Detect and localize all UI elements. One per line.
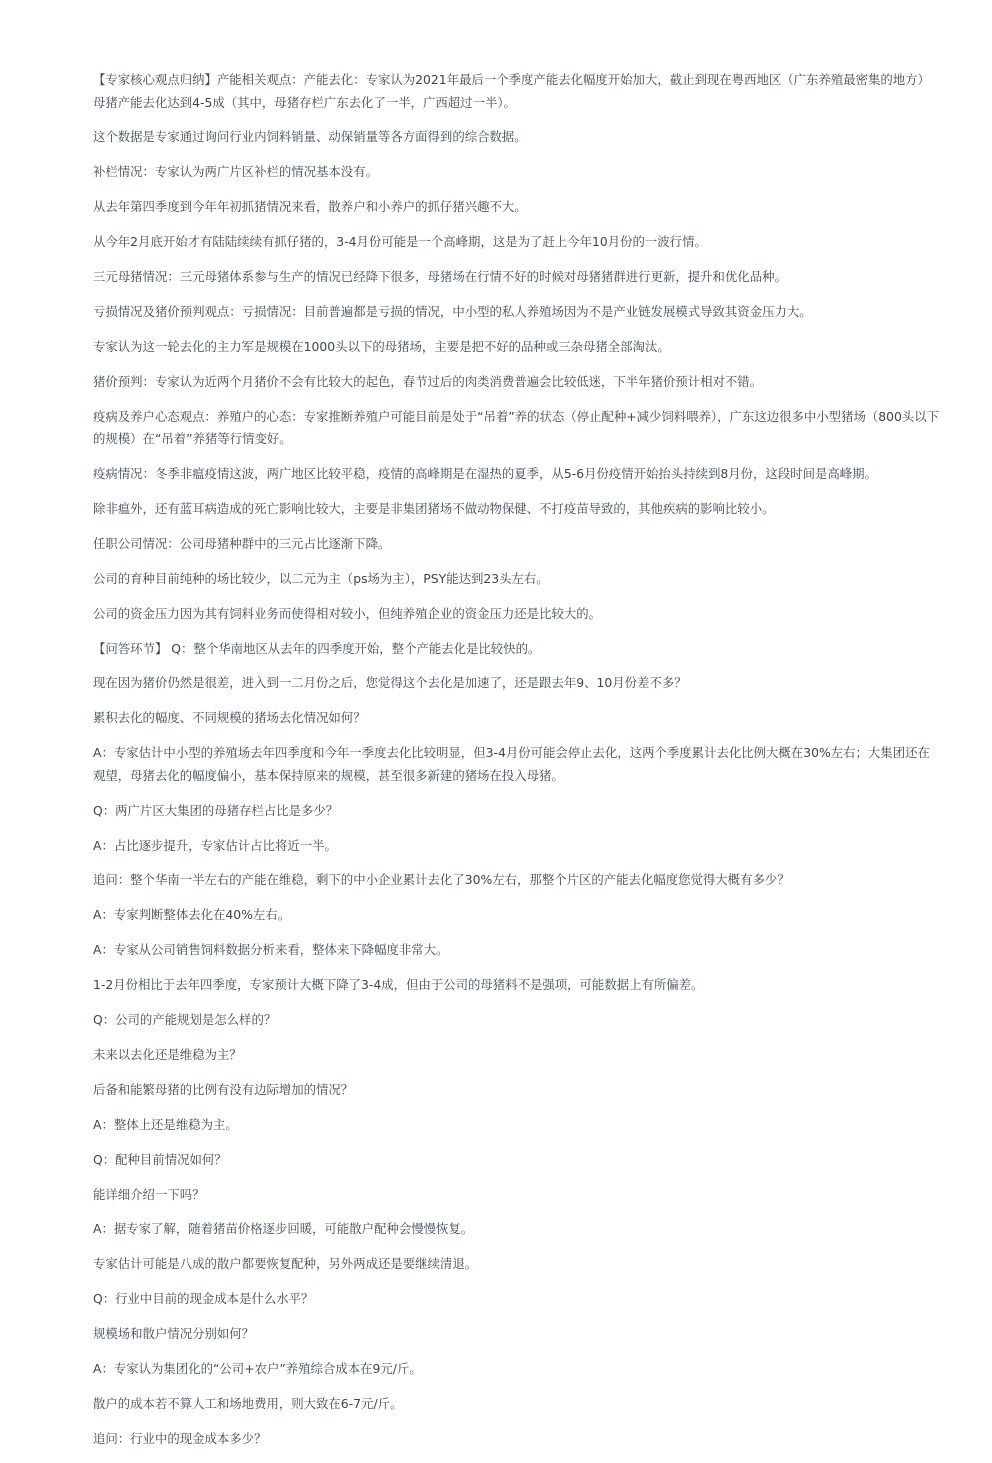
- paragraph: A：专家判断整体去化在40%左右。: [93, 907, 291, 923]
- paragraph: 后备和能繁母猪的比例有没有边际增加的情况？: [93, 1081, 354, 1097]
- paragraph: 散户的成本若不算人工和场地费用，则大致在6-7元/斤。: [93, 1395, 403, 1411]
- paragraph: 追问：整个华南一半左右的产能在维稳，剩下的中小企业累计去化了30%左右，那整个片区的产能去化幅度您觉得大概有多少？: [93, 872, 790, 888]
- paragraph: Q：行业中目前的现金成本是什么水平？: [93, 1291, 314, 1307]
- paragraph: 专家认为这一轮去化的主力军是规模在1000头以下的母猪场，主要是把不好的品种或三杂母猪全部淘汰。: [93, 338, 670, 354]
- paragraph: 1-2月份相比于去年四季度，专家预计大概下降了3-4成，但由于公司的母猪料不是强项，可能数据上有所偏差。: [93, 977, 704, 993]
- paragraph: 公司的资金压力因为其有饲料业务而使得相对较小，但纯养殖企业的资金压力还是比较大的。: [93, 605, 602, 621]
- paragraph: 从去年第四季度到今年年初抓猪情况来看，散养户和小养户的抓仔猪兴趣不大。: [93, 199, 527, 215]
- paragraph: 累积去化的幅度、不同规模的猪场去化情况如何？: [93, 710, 366, 726]
- paragraph: 【问答环节】 Q：整个华南地区从去年的四季度开始，整个产能去化是比较快的。: [93, 640, 541, 656]
- paragraph: 公司的育种目前纯种的场比较少，以二元为主（ps场为主），PSY能达到23头左右。: [93, 570, 549, 586]
- document-body: [93, 69, 941, 1463]
- paragraph: A：整体上还是维稳为主。: [93, 1116, 238, 1132]
- paragraph: 任职公司情况：公司母猪种群中的三元占比逐渐下降。: [93, 535, 391, 551]
- paragraph: 未来以去化还是维稳为主？: [93, 1046, 242, 1062]
- paragraph: 补栏情况：专家认为两广片区补栏的情况基本没有。: [93, 164, 378, 180]
- paragraph: A：专家估计中小型的养殖场去年四季度和今年一季度去化比较明显，但3-4月份可能会停止去化，这两个季度累计去化比例大概在30%左右；大集团还在观望，母猪去化的幅度偏小，基本保持原来的规模，甚至很多新建的猪场在投入母猪。: [93, 745, 930, 783]
- paragraph: 现在因为猪价仍然是很差，进入到一二月份之后，您觉得这个去化是加速了，还是跟去年9、10月份差不多？: [93, 675, 687, 691]
- paragraph: Q：两广片区大集团的母猪存栏占比是多少？: [93, 802, 339, 818]
- paragraph: 从今年2月底开始才有陆陆续续有抓仔猪的，3-4月份可能是一个高峰期，这是为了赶上今年10月份的一波行情。: [93, 234, 707, 250]
- paragraph: 三元母猪情况：三元母猪体系参与生产的情况已经降下很多，母猪场在行情不好的时候对母猪猪群进行更新，提升和优化品种。: [93, 269, 787, 285]
- paragraph: 【专家核心观点归纳】产能相关观点：产能去化：专家认为2021年最后一个季度产能去化幅度开始加大，截止到现在粤西地区（广东养殖最密集的地方）母猪产能去化达到4-5成（其中，母猪存栏广东去化了一半，广西超过一半）。: [93, 72, 930, 110]
- paragraph: A：专家从公司销售饲料数据分析来看，整体来下降幅度非常大。: [93, 942, 449, 958]
- paragraph: 疫病及养户心态观点：养殖户的心态：专家推断养殖户可能目前是处于“吊着”养的状态（停止配种+减少饲料喂养），广东这边很多中小型猪场（800头以下的规模）在“吊着”养猪等行情变好。: [93, 408, 940, 447]
- paragraph: A：专家认为集团化的“公司+农户”养殖综合成本在9元/斤。: [93, 1360, 422, 1376]
- paragraph: Q：配种目前情况如何？: [93, 1151, 227, 1167]
- paragraph: A：占比逐步提升，专家估计占比将近一半。: [93, 837, 337, 853]
- paragraph: 追问：行业中的现金成本多少？: [93, 1430, 267, 1446]
- paragraph: 这个数据是专家通过询问行业内饲料销量、动保销量等各方面得到的综合数据。: [93, 129, 527, 145]
- paragraph: 能详细介绍一下吗？: [93, 1186, 205, 1202]
- paragraph: 专家估计可能是八成的散户都要恢复配种，另外两成还是要继续清退。: [93, 1256, 478, 1272]
- paragraph: 规模场和散户情况分别如何？: [93, 1326, 255, 1342]
- paragraph: A：据专家了解，随着猪苗价格逐步回暖，可能散户配种会慢慢恢复。: [93, 1221, 474, 1237]
- paragraph: 除非瘟外，还有蓝耳病造成的死亡影响比较大，主要是非集团猪场不做动物保健、不打疫苗导致的，其他疾病的影响比较小。: [93, 500, 775, 516]
- paragraph: 猪价预判：专家认为近两个月猪价不会有比较大的起色，春节过后的肉类消费普遍会比较低迷，下半年猪价预计相对不错。: [93, 373, 763, 389]
- paragraph: Q：公司的产能规划是怎么样的？: [93, 1012, 277, 1028]
- paragraph: 疫病情况：冬季非瘟疫情这波，两广地区比较平稳，疫情的高峰期是在湿热的夏季，从5-6月份疫情开始抬头持续到8月份，这段时间是高峰期。: [93, 466, 877, 482]
- paragraph: 亏损情况及猪价预判观点：亏损情况：目前普遍都是亏损的情况，中小型的私人养殖场因为不是产业链发展模式导致其资金压力大。: [93, 303, 812, 319]
